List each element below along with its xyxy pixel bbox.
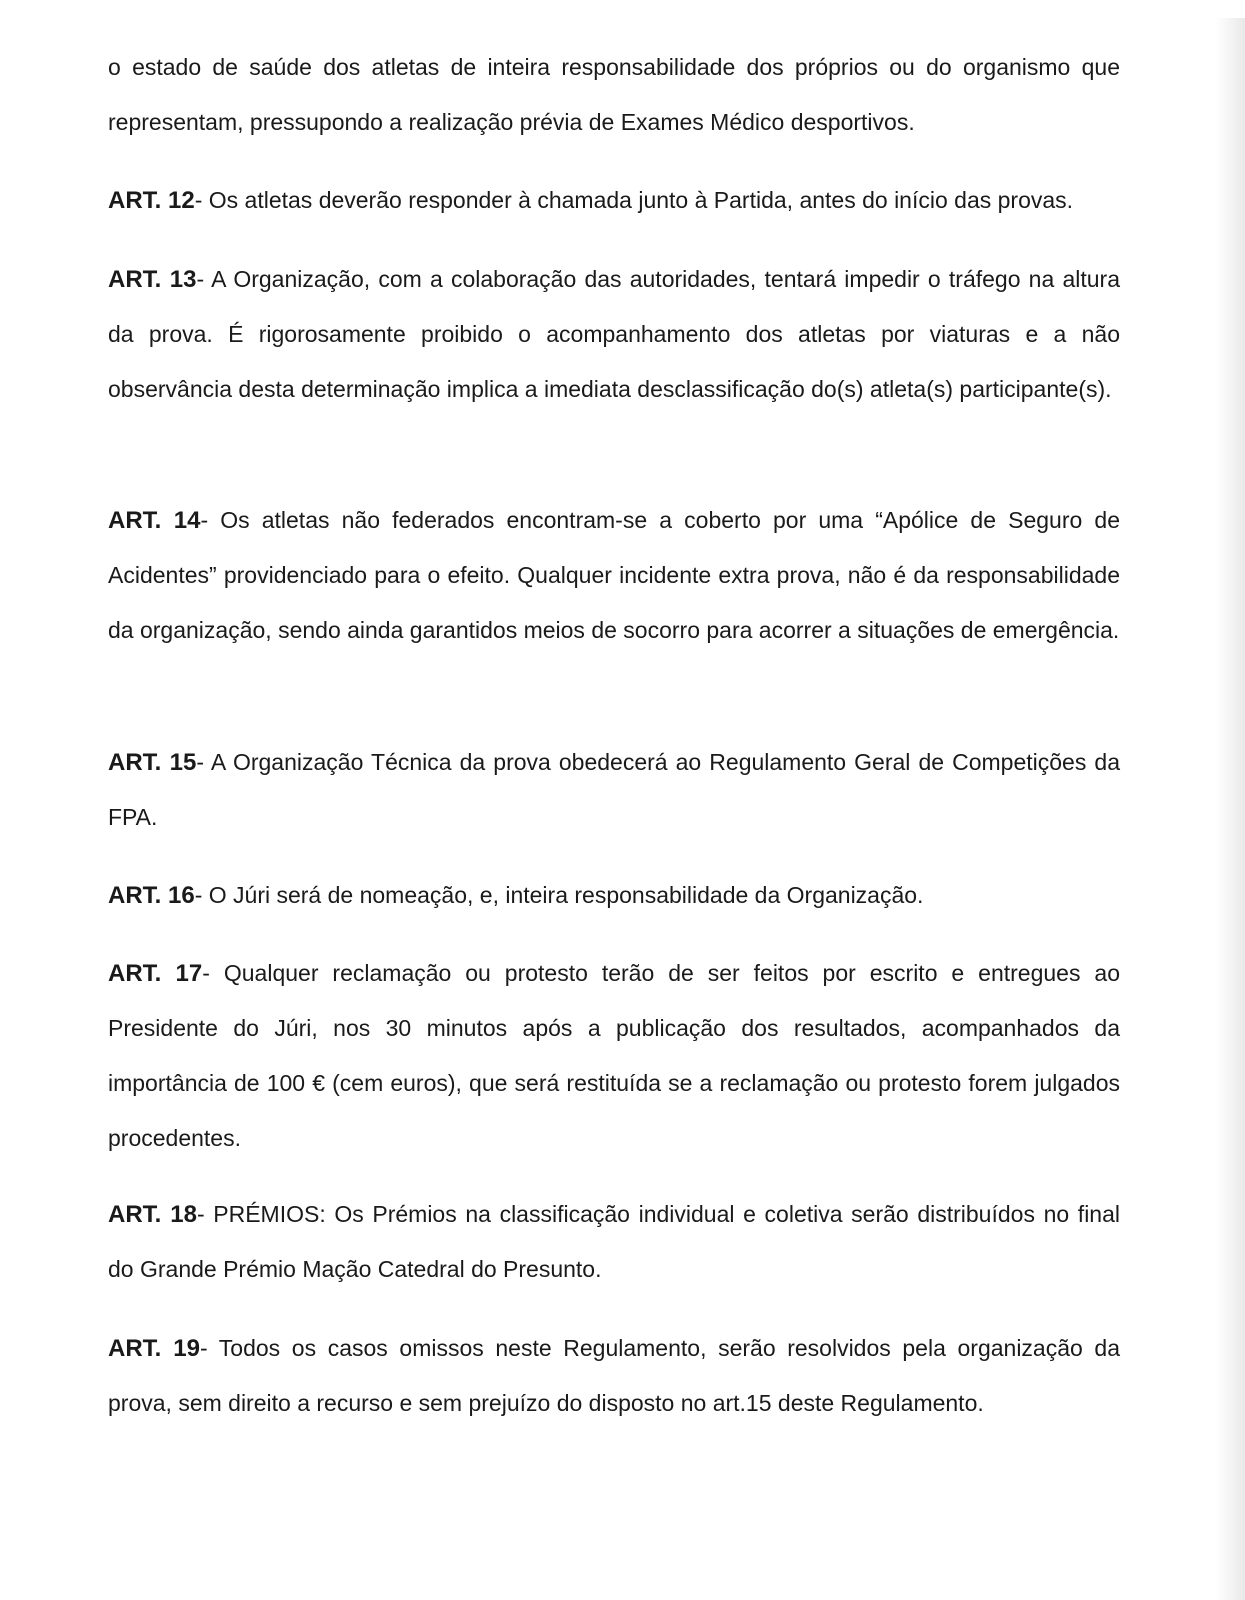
article-label: ART. 15 [108, 749, 197, 776]
article-15 [108, 735, 1120, 845]
intro-paragraph: o estado de saúde dos atletas de inteira responsabilidade dos próprios ou do organismo que representam, pressupondo a realização prévia de Exames Médico desportivos. [108, 54, 1120, 135]
article-16 [108, 868, 1120, 923]
article-text: - PRÉMIOS: Os Prémios na classificação individual e coletiva serão distribuídos no final do Grande Prémio Mação Catedral do Presunto. [108, 1201, 1120, 1282]
article-18 [108, 1187, 1120, 1297]
article-12 [108, 173, 1120, 228]
article-text: - Os atletas deverão responder à chamada junto à Partida, antes do início das provas. [194, 187, 1074, 213]
article-label: ART. 14 [108, 507, 201, 534]
article-text: - Todos os casos omissos neste Regulamento, serão resolvidos pela organização da prova, sem direito a recurso e sem prejuízo do disposto no art.15 deste Regulamento. [108, 1335, 1121, 1416]
article-text: - Qualquer reclamação ou protesto terão de ser feitos por escrito e entregues ao Presidente do Júri, nos 30 minutos após a publicação dos resultados, acompanhados da importância de 100 € (cem euros), que será restituída se a reclamação ou protesto forem julgados procedentes. [108, 960, 1121, 1151]
article-13 [108, 252, 1120, 417]
article-text: - O Júri será de nomeação, e, inteira responsabilidade da Organização. [194, 882, 924, 908]
article-19 [108, 1321, 1120, 1431]
article-text: - Os atletas não federados encontram-se a coberto por uma “Apólice de Seguro de Acidentes” providenciado para o efeito. Qualquer incidente extra prova, não é da responsabilidade da organização, sendo ainda garantidos meios de socorro para acorrer a situações de emergência. [108, 507, 1121, 643]
article-17 [108, 946, 1120, 1166]
article-label: ART. 17 [108, 960, 203, 987]
article-text: - A Organização Técnica da prova obedecerá ao Regulamento Geral de Competições da FPA. [108, 749, 1120, 830]
article-14 [108, 493, 1120, 658]
article-label: ART. 13 [108, 266, 197, 293]
article-label: ART. 18 [108, 1201, 197, 1228]
article-text: - A Organização, com a colaboração das autoridades, tentará impedir o tráfego na altura da prova. É rigorosamente proibido o acompanhamento dos atletas por viaturas e a não observância desta determinação implica a imediata desclassificação do(s) atleta(s) participante(s). [108, 266, 1120, 402]
article-label: ART. 19 [108, 1335, 200, 1362]
article-label: ART. 12 [108, 187, 195, 214]
scan-edge-shadow [1215, 18, 1245, 1600]
article-label: ART. 16 [108, 882, 195, 909]
